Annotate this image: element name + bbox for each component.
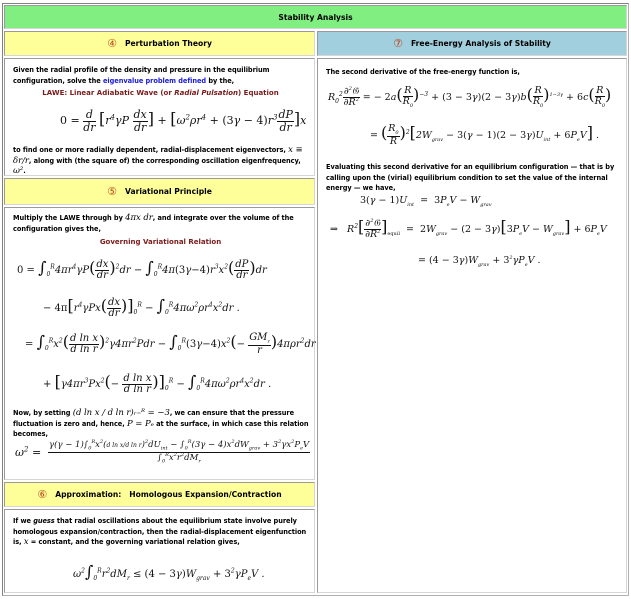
section-title: Perturbation Theory (124, 39, 212, 48)
displacement-definition: x ≡ δr/r (13, 145, 303, 166)
variational-equation-line-2: − $4\pi[r^4\gamma Px$( $\frac{dx}{dr}$ )]$_0^R - \int_0^R4\pi\omega^2\rho r^4x^2dr$ . (43, 296, 240, 319)
section-body-free-energy-analysis (317, 58, 627, 593)
section-header-perturbation-theory (4, 31, 315, 56)
mid-text-3: at the surface, in which case this relation becomes, (13, 419, 309, 438)
subheading-italic: Radial Pulsation (174, 89, 239, 97)
section-body-homologous-approximation (4, 509, 315, 593)
lawe-subheading (5, 89, 316, 97)
page-title-text: Stability Analysis (278, 12, 353, 22)
intro-text: If we (13, 517, 34, 525)
intro-text-end: by the, (206, 76, 235, 85)
variational-equation-line-1: $0 = \int_0^R4\pi r^4\gamma P$( $\frac{dx}{dr}$ )$^2dr - \int_0^R4\pi(3\gamma-4)r^3x^2$( $\frac{dP}{dr}$ )dr (17, 258, 267, 281)
subheading-part-end: ) Equation (238, 89, 279, 97)
multiplier-expression: 4πx dr (125, 213, 153, 223)
section-body-perturbation-theory (4, 58, 315, 176)
equilibrium-result-eq: = $(4 - 3\gamma)W_{grav} + 3^2\gamma P_eV$ . (418, 255, 541, 269)
section-header-free-energy-analysis (317, 31, 627, 56)
section-title: Approximation: Homologous Expansion/Contraction (55, 490, 282, 499)
section-header-variational-principle (4, 178, 315, 205)
intro-text: Given the radial profile of the density and pressure in the equilibrium configuration, solve the (13, 66, 270, 85)
homologous-inequality: $\omega^2\int_0^Rr^2dM_r \le (4 - 3\gamma)W_{grav} + 3^2\gamma P_eV$ . (73, 562, 265, 582)
boundary-condition-paragraph (13, 408, 311, 440)
variational-equation-line-4: + [$\gamma 4\pi r^3Px^2(-$ $\frac{\text{d ln x}}{\text{d ln r}}$ )]$_0^R - \int_0^R4\pi\omega^2\rho r^4x^2dr$ . (43, 372, 272, 395)
eigenfrequency-symbol: ω² (13, 166, 24, 176)
variational-equation-line-3: = $\int_0^Rx^2$( $\frac{\text{d ln x}}{\text{d ln r}}$ )$^2\gamma 4\pi r^2Pdr - \int_0^R(3\gamma-4)x^2(-$ $\frac{GM_r}{r}$ )4πρr$^2$dr (25, 331, 316, 356)
mid-text: Now, by setting (13, 409, 73, 417)
evaluation-paragraph: Evaluating this second derivative for an equilibrium configuration — that is by calling upon the (virial) equilibrium condition to set the value of the internal energy — we have, (326, 163, 615, 192)
virial-condition-eq: $3(\gamma - 1)U_{int} = 3P_eV - W_{grav}$ (360, 195, 492, 208)
mid-text-2: , we can ensure that the pressure fluctuation is zero and, hence, (13, 409, 295, 428)
intro-text-2: that radial oscillations about the equilibrium state involve purely homologous expansion/contraction, then the radial-displacement eigenfunction is, (13, 517, 307, 546)
section-number-6: ⑥ (37, 488, 48, 501)
guess-emphasis: guess (33, 517, 55, 525)
intro-paragraph (13, 516, 311, 548)
intro-paragraph: The second derivative of the free-energy function is, (326, 68, 520, 76)
eigenvalue-problem-link[interactable]: eigenvalue problem defined (102, 76, 207, 85)
free-energy-second-derivative-eq2: = ( $\frac{R_0}{R}$ )$^2[2W_{grav} - 3(\gamma - 1)(2 - 3\gamma)U_{int} + 6P_eV]$ . (370, 122, 599, 148)
section-title: Variational Principle (124, 187, 212, 196)
lawe-equation: 0 = $\frac{d}{dr}$ [$r^4\gamma P$ $\frac{dx}{dr}$ ] + [$\omega^2\rho r^4 + (3\gamma - 4)r^3$ $\frac{dP}{dr}$ ]x (60, 108, 307, 134)
omega-squared-equation: $\omega^2$ = $\gamma(\gamma - 1)\int_0^Rx^2(d$ ln x/d $\ln r)^2dU_{int} - \int_0^R(3\gamma - 4)x^2dW_{grav} + 3^2\gamma x^2P_eV$ $\int_0^Rx^2r^2dM_r$ (15, 439, 310, 465)
displacement-symbol: x (23, 537, 29, 547)
section-number-5: ⑤ (107, 185, 117, 198)
equilibrium-second-derivative-eq: ⇒ $R^2$[ $\frac{\partial^2𝔊}{\partial R^2}$ ]$_{equil} = 2W_{grav} - (2 - 3\gamma)[3P_eV - W_{grav}] + 6P_eV$ (330, 217, 607, 241)
page-title (4, 5, 627, 29)
outro-text: to find one or more radially dependent, radial-displacement eigenvectors, (13, 146, 289, 154)
outro-text-2: , along with (the square of) the corresponding oscillation eigenfrequency, (28, 156, 301, 165)
section-header-homologous-approximation (4, 482, 315, 507)
surface-pressure-expression: P = Pₑ (126, 418, 154, 429)
intro-paragraph (13, 65, 309, 86)
section-body-variational-principle (4, 207, 315, 480)
intro-paragraph (13, 213, 311, 234)
section-title: Free-Energy Analysis of Stability (410, 39, 551, 48)
intro-text: Multiply the LAWE through by (13, 214, 126, 222)
stability-analysis-table (2, 3, 629, 596)
governing-relation-subheading: Governing Variational Relation (99, 238, 222, 246)
free-energy-second-derivative-eq1: $R_0^2$ $\frac{\partial^2𝔊}{\partial R^2}$ = − 2a( $\frac{R}{R_0}$ )$^{-3}$ + (3 − 3γ)(2 − 3γ)b( $\frac{R}{R_0}$ )$^{1-3\gamma}$ + 6c( $\frac{R}{R_0}$ ) (328, 84, 612, 109)
section-number-4: ④ (107, 37, 117, 50)
outro-paragraph (13, 145, 311, 177)
boundary-condition-expression: (d ln x / d ln r)ᵣ₌ᴿ = −3 (72, 408, 170, 418)
section-number-7: ⑦ (393, 37, 403, 50)
intro-text-3: = constant, and the governing variational relation gives, (28, 538, 240, 546)
outro-text-3: . (23, 167, 26, 175)
subheading-part: LAWE: Linear Adiabatic Wave (or (42, 89, 175, 97)
intro-text-end: , and integrate over the volume of the configuration gives the, (13, 214, 294, 233)
